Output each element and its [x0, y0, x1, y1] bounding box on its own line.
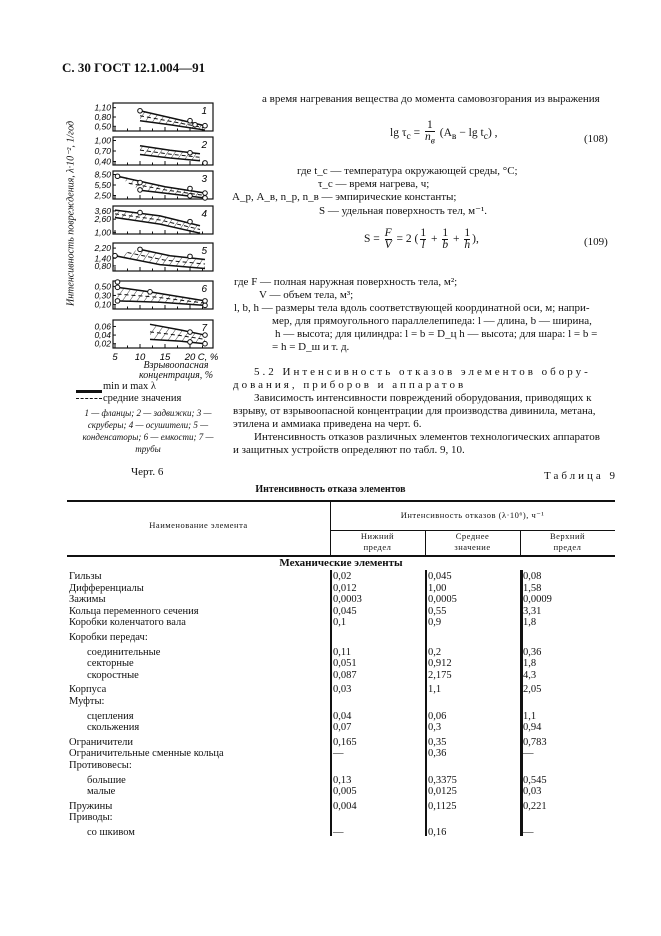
cell-name: Корпуса	[69, 684, 107, 696]
equation-number-108: (108)	[584, 133, 608, 145]
fraction	[425, 120, 435, 146]
cell-mid: 0,36	[428, 748, 447, 760]
eq-part: ),	[472, 233, 479, 246]
data-point	[188, 186, 193, 191]
header-line: предел	[363, 542, 392, 552]
where-line: мер, для прямоугольного параллелепипеда: l — длина, b — ширина,	[272, 315, 592, 327]
cell-mid: 0,9	[428, 617, 442, 629]
eq-part: с	[483, 131, 488, 143]
cell-high: 0,03	[523, 786, 542, 798]
cell-name: большие	[87, 774, 126, 786]
y-tick-label: 0,50	[94, 281, 111, 292]
legend-items: 1 — фланцы; 2 — задвижки; 3 — скруберы; 4 — осушители; 5 — конденсаторы; 6 — емкости; 7 — трубы	[82, 408, 214, 454]
table-row	[67, 617, 615, 629]
eq-part: ) ,	[487, 126, 498, 139]
table-row	[67, 670, 615, 682]
table-row	[67, 696, 615, 708]
cell-name: малые	[87, 786, 116, 798]
column-header-high	[520, 531, 615, 553]
section-heading: дования, приборов и аппаратов	[233, 379, 467, 391]
y-tick-label: 0,06	[94, 321, 111, 332]
x-tick-label: 10	[134, 352, 146, 363]
panel-label: 3	[201, 174, 207, 185]
cell-mid: 0,2	[428, 646, 442, 658]
cell-low: 0,051	[333, 658, 357, 670]
data-point	[138, 180, 143, 185]
data-point	[203, 341, 208, 346]
cell-low: 0,1	[333, 617, 347, 629]
cell-mid: 0,912	[428, 658, 452, 670]
equation-number-109: (109)	[584, 236, 608, 248]
table-row	[67, 632, 615, 644]
cell-name: соединительные	[87, 646, 161, 658]
panel-label: 2	[201, 140, 207, 151]
cell-mid: 0,06	[428, 710, 447, 722]
where-line: = h = D_ш и т. д.	[272, 341, 350, 353]
cell-low: 0,11	[333, 646, 351, 658]
x-tick-label: 5	[112, 352, 118, 363]
data-point	[115, 299, 120, 304]
cell-name: секторные	[87, 658, 134, 670]
cell-name: скольжения	[87, 722, 140, 734]
table-row	[67, 775, 615, 787]
where-line: где t_с — температура окружающей среды, °С;	[297, 165, 518, 177]
table-row	[67, 658, 615, 670]
y-tick-label: 5,50	[94, 180, 111, 190]
eq-part: − lg t	[456, 126, 484, 139]
table-row	[67, 760, 615, 772]
panel-label: 4	[201, 209, 207, 220]
cell-name: Коробки коленчатого вала	[69, 617, 186, 629]
table-top-border	[67, 500, 615, 502]
eq-part: +	[450, 233, 463, 246]
table-row	[67, 606, 615, 618]
eq-part: V	[384, 239, 392, 251]
where-line: где F — полная наружная поверхность тела, м²;	[234, 276, 458, 288]
eq-part: S =	[364, 233, 383, 246]
table-section-title: Механические элементы	[279, 557, 403, 569]
cell-high: 3,31	[523, 605, 542, 617]
table-row	[67, 748, 615, 760]
y-tick-label: 0,80	[94, 260, 111, 271]
data-point	[203, 299, 208, 304]
y-tick-label: 0,70	[94, 146, 111, 156]
data-point	[138, 210, 143, 215]
table-row	[67, 711, 615, 723]
y-tick-label: 1,10	[94, 102, 111, 113]
intro-text: а время нагревания вещества до момента самовозгорания из выражения	[262, 93, 600, 105]
data-point	[203, 123, 208, 128]
cell-low: 0,03	[333, 684, 352, 696]
eq-part: lg τ	[390, 126, 407, 139]
cell-high: 0,36	[523, 646, 542, 658]
cell-mid: 0,55	[428, 605, 447, 617]
eq-part: b	[442, 239, 449, 251]
cell-name: Коробки передач:	[69, 632, 148, 643]
y-tick-label: 0,04	[94, 330, 111, 341]
cell-mid: 0,3375	[428, 774, 457, 786]
cell-high: 0,08	[523, 571, 542, 582]
solid-line-swatch	[76, 390, 102, 393]
cell-mid: 0,3	[428, 722, 442, 734]
cell-mid: 0,0005	[428, 594, 457, 606]
cell-high: 0,221	[523, 800, 547, 812]
data-point	[113, 253, 118, 258]
header-line: Верхний	[549, 531, 586, 541]
eq-part: с	[406, 131, 411, 143]
page-header: С. 30 ГОСТ 12.1.004—91	[62, 60, 206, 75]
eq-part: +	[428, 233, 441, 246]
cell-name: сцепления	[87, 710, 134, 722]
table-row	[67, 737, 615, 749]
y-tick-label: 2,50	[94, 190, 111, 201]
panel-label: 5	[201, 246, 207, 257]
figure-6-chart	[50, 90, 230, 370]
header-line: значение	[454, 542, 491, 552]
y-tick-label: 1,00	[94, 227, 111, 238]
cell-low: 0,07	[333, 722, 352, 734]
data-point	[188, 194, 193, 199]
equation-108	[390, 120, 498, 146]
where-line: V — объем тела, м³;	[259, 289, 354, 301]
cell-high: 1,8	[523, 617, 537, 629]
data-point	[203, 161, 208, 166]
table-title: Интенсивность отказа элементов	[255, 484, 406, 495]
y-tick-label: 0,30	[94, 290, 111, 301]
table-row	[67, 812, 615, 824]
header-line: Нижний	[360, 531, 395, 541]
data-point	[193, 122, 198, 127]
eq-part: в	[430, 135, 435, 147]
fraction	[420, 228, 426, 251]
cell-name: скоростные	[87, 669, 139, 681]
paragraph-line: взрыву, от взрывоопасной концентрации для производства дивинила, метана,	[233, 405, 596, 417]
cell-high: 1,1	[523, 710, 537, 722]
figure-caption: Черт. 6	[131, 466, 164, 478]
data-point	[148, 290, 153, 295]
section-heading: 5.2 Интенсивность отказов элементов обору-	[254, 366, 591, 378]
eq-part: 1	[420, 227, 427, 239]
cell-low: 0,165	[333, 736, 357, 748]
table-row	[67, 594, 615, 606]
x-unit-label: C, %	[197, 352, 219, 363]
y-tick-label: 1,00	[94, 135, 111, 146]
cell-high: —	[523, 827, 534, 838]
panel-label: 6	[201, 284, 207, 295]
cell-mid: 0,045	[428, 571, 452, 582]
y-axis-title: Интенсивность повреждения, λ·10⁻², 1/год	[65, 120, 77, 307]
eq-part: = 2 (	[393, 233, 419, 246]
cell-mid: 2,175	[428, 669, 452, 681]
cell-low: 0,087	[333, 669, 357, 681]
y-tick-label: 3,60	[94, 205, 111, 216]
dashed-line-swatch	[76, 398, 102, 399]
data-point	[188, 150, 193, 155]
cell-high: 0,783	[523, 736, 547, 748]
eq-part: 1	[442, 227, 449, 239]
y-tick-label: 2,20	[94, 243, 111, 254]
where-line: τ_с — время нагрева, ч;	[318, 178, 430, 190]
cell-high: 0,0009	[523, 594, 552, 606]
table-row	[67, 827, 615, 839]
cell-high: 0,94	[523, 722, 542, 734]
cell-low: 0,0003	[333, 594, 362, 606]
cell-high: 2,05	[523, 684, 542, 696]
x-axis-title: Взрывоопасная концентрация, %	[138, 360, 214, 381]
cell-low: —	[333, 748, 344, 760]
y-tick-label: 8,50	[94, 169, 111, 180]
cell-name: Приводы:	[69, 812, 113, 824]
cell-name: Муфты:	[69, 696, 105, 707]
table-row	[67, 583, 615, 595]
cell-name: Ограничительные сменные кольца	[69, 748, 224, 760]
eq-part: 1	[425, 120, 435, 132]
cell-low: 0,004	[333, 800, 357, 812]
paragraph-line: и защитных устройств определяют по табл. 9, 10.	[233, 444, 465, 456]
column-header-low	[330, 531, 425, 553]
header-line: предел	[553, 542, 582, 552]
fraction	[464, 228, 470, 251]
cell-name: со шкивом	[87, 827, 135, 838]
cell-name: Зажимы	[69, 594, 106, 606]
eq-part	[425, 132, 435, 146]
cell-mid: 1,1	[428, 684, 442, 696]
x-tick-label: 20	[184, 352, 196, 363]
cell-name: Пружины	[69, 800, 113, 812]
eq-part: в	[451, 131, 457, 143]
cell-low: 0,012	[333, 582, 357, 594]
fraction	[442, 228, 448, 251]
cell-name: Противовесы:	[69, 760, 132, 771]
table-row	[67, 647, 615, 659]
paragraph-line: Зависимость интенсивности повреждений оборудования, приводящих к	[254, 392, 592, 404]
cell-mid: 0,16	[428, 827, 447, 838]
eq-part: (A	[439, 126, 452, 139]
eq-part: l	[421, 239, 425, 251]
table-label: Таблица 9	[544, 470, 619, 482]
eq-part: h	[464, 239, 471, 251]
where-line: A_р, A_в, n_р, n_в — эмпирические константы;	[232, 191, 457, 203]
cell-low: 0,005	[333, 786, 357, 798]
table-row	[67, 571, 615, 583]
cell-high: —	[523, 748, 534, 760]
y-tick-label: 0,50	[94, 121, 111, 132]
eq-part: n	[424, 131, 431, 143]
table-row	[67, 684, 615, 696]
cell-low: 0,02	[333, 571, 352, 582]
data-point	[115, 280, 120, 285]
data-point	[115, 285, 120, 290]
data-point	[188, 118, 193, 123]
column-group-header: Интенсивность отказов (λ·10⁶), ч⁻¹	[400, 510, 545, 520]
table-row	[67, 801, 615, 813]
table-row	[67, 722, 615, 734]
data-point	[188, 330, 193, 335]
data-point	[203, 303, 208, 308]
y-tick-label: 1,40	[94, 253, 111, 264]
cell-high: 1,8	[523, 658, 537, 670]
y-tick-label: 0,02	[94, 338, 111, 349]
data-point	[188, 254, 193, 259]
fraction	[385, 228, 392, 251]
where-line: S — удельная поверхность тел, м⁻¹.	[319, 205, 487, 217]
table-row	[67, 786, 615, 798]
where-line: l, b, h — размеры тела вдоль соответствующей координатной оси, м; напри-	[234, 302, 590, 314]
data-point	[138, 247, 143, 252]
data-point	[188, 340, 193, 345]
panel-label: 7	[201, 323, 207, 334]
eq-part: =	[410, 126, 423, 139]
cell-name: Дифференциалы	[69, 582, 144, 594]
column-header-name: Наименование элемента	[149, 520, 248, 530]
cell-low: 0,13	[333, 774, 352, 786]
cell-low: 0,04	[333, 710, 352, 722]
data-point	[203, 191, 208, 196]
paragraph-line: этилена и аммиака приведена на черт. 6.	[233, 418, 422, 430]
cell-high: 4,3	[523, 669, 537, 681]
y-tick-label: 0,80	[94, 112, 111, 122]
legend-dashed: средние значения	[103, 393, 182, 404]
legend-solid: min и max λ	[103, 381, 156, 392]
x-tick-label: 15	[159, 352, 171, 363]
where-line: h — высота; для цилиндра: l = b = D_ц h — высота; для шара: l = b =	[275, 328, 598, 340]
y-tick-label: 0,10	[94, 299, 111, 310]
data-point	[138, 108, 143, 113]
cell-low: 0,045	[333, 605, 357, 617]
cell-high: 0,545	[523, 774, 547, 786]
y-tick-label: 0,40	[94, 156, 111, 167]
equation-109	[364, 228, 479, 251]
cell-mid: 0,1125	[428, 800, 457, 812]
data-point	[115, 174, 120, 179]
cell-mid: 0,35	[428, 736, 447, 748]
cell-low: —	[333, 827, 344, 838]
column-header-mid	[425, 531, 520, 553]
cell-high: 1,58	[523, 582, 542, 594]
panel-label: 1	[201, 106, 207, 117]
data-point	[203, 196, 208, 201]
cell-mid: 1,00	[428, 582, 447, 594]
eq-part: F	[384, 227, 392, 239]
data-point	[138, 188, 143, 193]
header-line: Среднее	[455, 531, 490, 541]
paragraph-line: Интенсивность отказов различных элементов технологических аппаратов	[254, 431, 600, 443]
cell-name: Ограничители	[69, 736, 134, 748]
cell-name: Гильзы	[69, 571, 102, 582]
cell-mid: 0,0125	[428, 786, 457, 798]
eq-part: 1	[464, 227, 471, 239]
cell-name: Кольца переменного сечения	[69, 605, 199, 617]
y-tick-label: 2,60	[94, 214, 111, 225]
data-point	[188, 219, 193, 224]
